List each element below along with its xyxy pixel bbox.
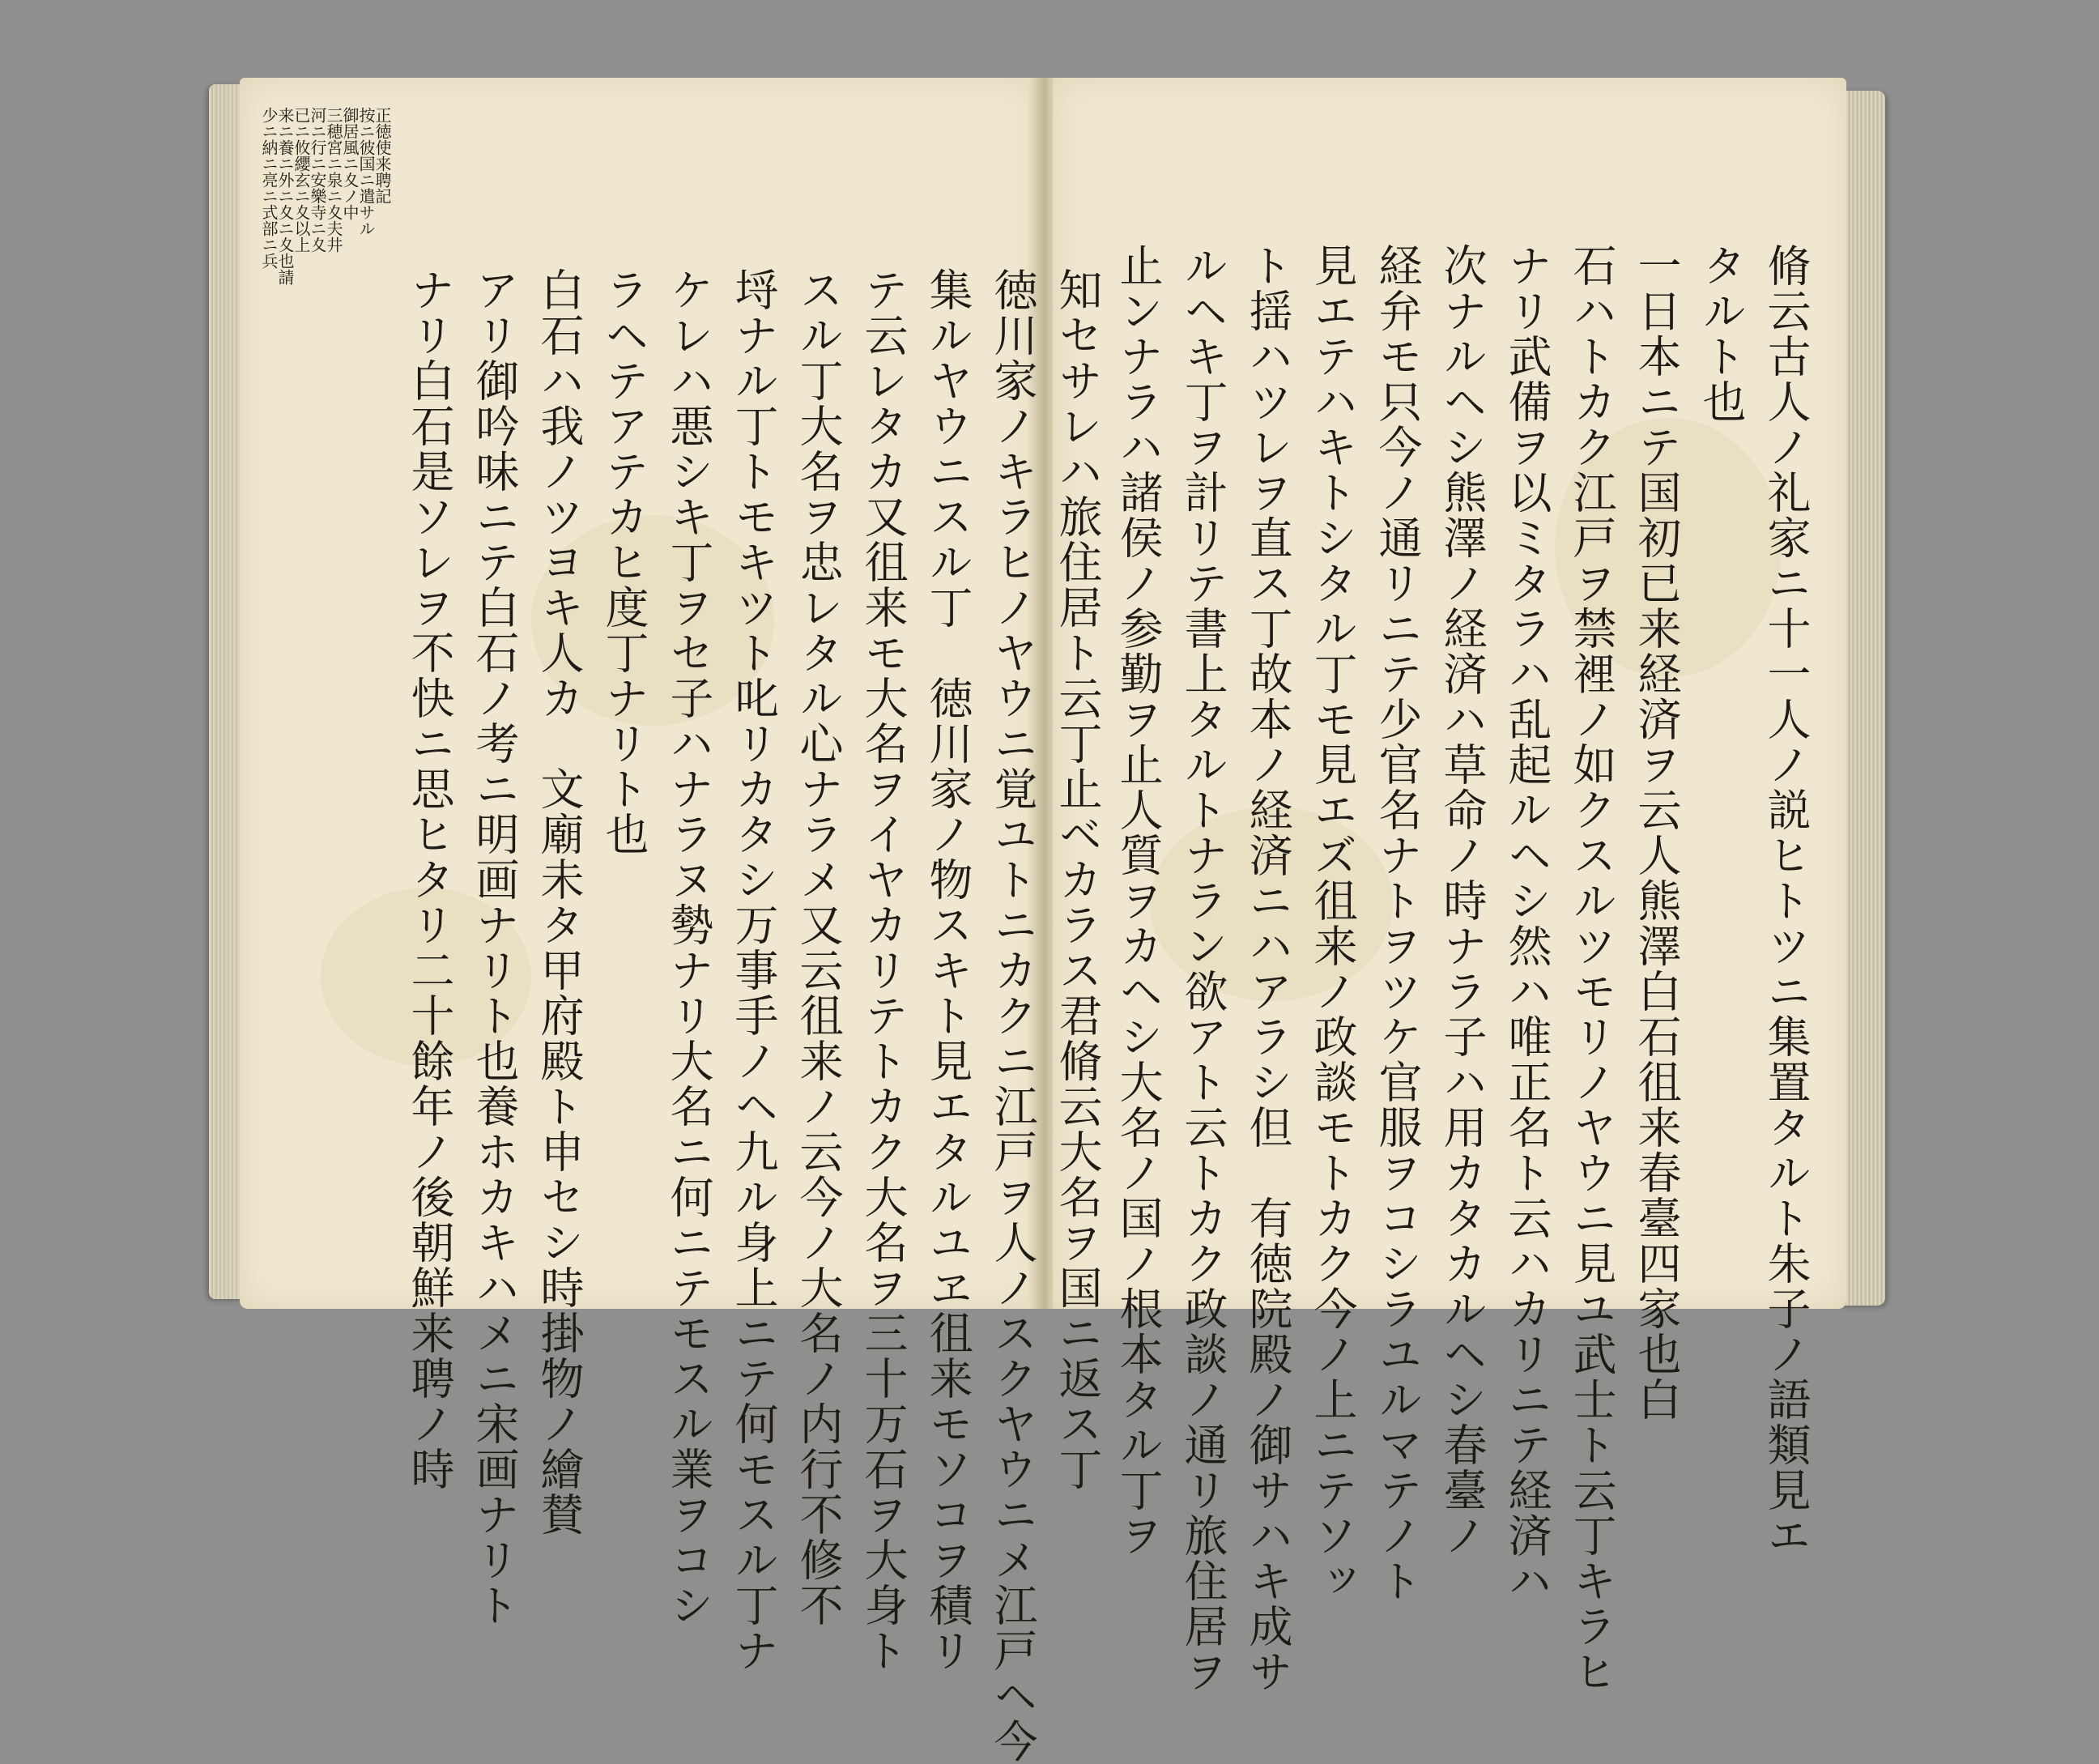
text-column: アリ御吟味ニテ白石ノ考ニ明画ナリト也養ホカキハメニ宋画ナリト <box>469 267 520 1628</box>
text-column: 白石ハ我ノツヨキ人カ 文廟未タ甲府殿ト申セシ時掛物ノ繪賛 <box>534 267 585 1537</box>
note-column: 按ニ彼国ニ遣サル <box>356 107 376 236</box>
text-column: スル丁大名ヲ忠レタル心ナラメ又云徂来ノ云今ノ大名ノ内行不修不 <box>793 267 844 1628</box>
note-column: 来ニ養ニ外ニ夊ニ夊也請 <box>275 107 295 285</box>
text-column: 一日本ニテ国初已来経済ヲ云人熊澤白石徂来春臺四家也白 <box>1631 243 1682 1422</box>
text-column: 見エテハキトシタル丁モ見エズ徂来ノ政談モトカク今ノ上ニテソッ <box>1307 243 1358 1604</box>
text-column: ラヘテアテカヒ度丁ナリト也 <box>598 267 649 857</box>
text-column: 徳川家ノキラヒノヤウニ覚ユトニカクニ江戸ヲ人ノスクヤウニメ江戸ヘ今 <box>987 267 1038 1764</box>
right-page-edges <box>1840 91 1885 1306</box>
text-column: 経弁モ只今ノ通リニテ少官名ナトヲツケ官服ヲコシラユルマテノト <box>1372 243 1423 1604</box>
text-column: 石ハトカク江戸ヲ禁裡ノ如クスルツモリノヤウニ見ユ武士ト云丁キラヒ <box>1566 243 1617 1694</box>
text-column: ケレハ悪シキ丁ヲセ子ハナラヌ勢ナリ大名ニ何ニテモスル業ヲコシ <box>663 267 714 1628</box>
text-column: 止ンナラハ諸侯ノ参勤ヲ止人質ヲカヘシ大名ノ国ノ根本タル丁ヲ <box>1113 243 1164 1558</box>
note-column: 三穂宮ニ泉ニ夊夫井 <box>324 107 343 253</box>
marginal-notes <box>259 107 392 285</box>
note-column: 正徳使来聘記 <box>373 107 392 204</box>
note-column: 已ニ攸纓玄ニ夊以上 <box>292 107 311 253</box>
text-column: ルヘキ丁ヲ計リテ書上タルトナラン欲アト云トカク政談ノ通リ旅住居ヲ <box>1177 243 1228 1694</box>
text-column: 集ルヤウニスル丁 徳川家ノ物スキト見エタルユヱ徂来モソコヲ積リ <box>922 267 973 1673</box>
text-column: ナリ白石是ソレヲ不快ニ思ヒタリ二十餘年ノ後朝鮮来聘ノ時 <box>404 267 455 1492</box>
note-column: 河ニ行ニ安樂寺ニ夊 <box>308 107 327 253</box>
text-column: テ云レタカ又徂来モ大名ヲイヤカリテトカク大名ヲ三十万石ヲ大身ト <box>858 267 909 1673</box>
text-column: 次ナルヘシ熊澤ノ経済ハ草命ノ時ナラ子ハ用カタカルヘシ春臺ノ <box>1437 243 1488 1558</box>
text-column: 知セサレハ旅住居ト云丁止ベカラス君脩云大名ヲ国ニ返ス丁 <box>1052 267 1103 1492</box>
text-column: タルト也 <box>1696 243 1747 424</box>
text-column: 脩云古人ノ礼家ニ十一人ノ説ヒトツニ集置タルト朱子ノ語類見エ <box>1761 243 1812 1558</box>
text-column: 埒ナル丁トモキツト叱リカタシ万事手ノヘ九ル身上ニテ何モスル丁ナ <box>728 267 779 1673</box>
text-column: ト揺ハツレヲ直ス丁故本ノ経済ニハアラシ但 有徳院殿ノ御サハキ成サ <box>1242 243 1293 1694</box>
left-page-text <box>397 267 1109 1764</box>
note-column: 少ニ納ニ亮ニ式部ニ兵 <box>259 107 279 269</box>
text-column: ナリ武備ヲ以ミタラハ乱起ルヘシ然ハ唯正名ト云ハカリニテ経済ハ <box>1501 243 1552 1604</box>
note-column: 御居風ニ夊ノ中 <box>340 107 360 220</box>
right-page-text <box>1105 243 1818 1694</box>
